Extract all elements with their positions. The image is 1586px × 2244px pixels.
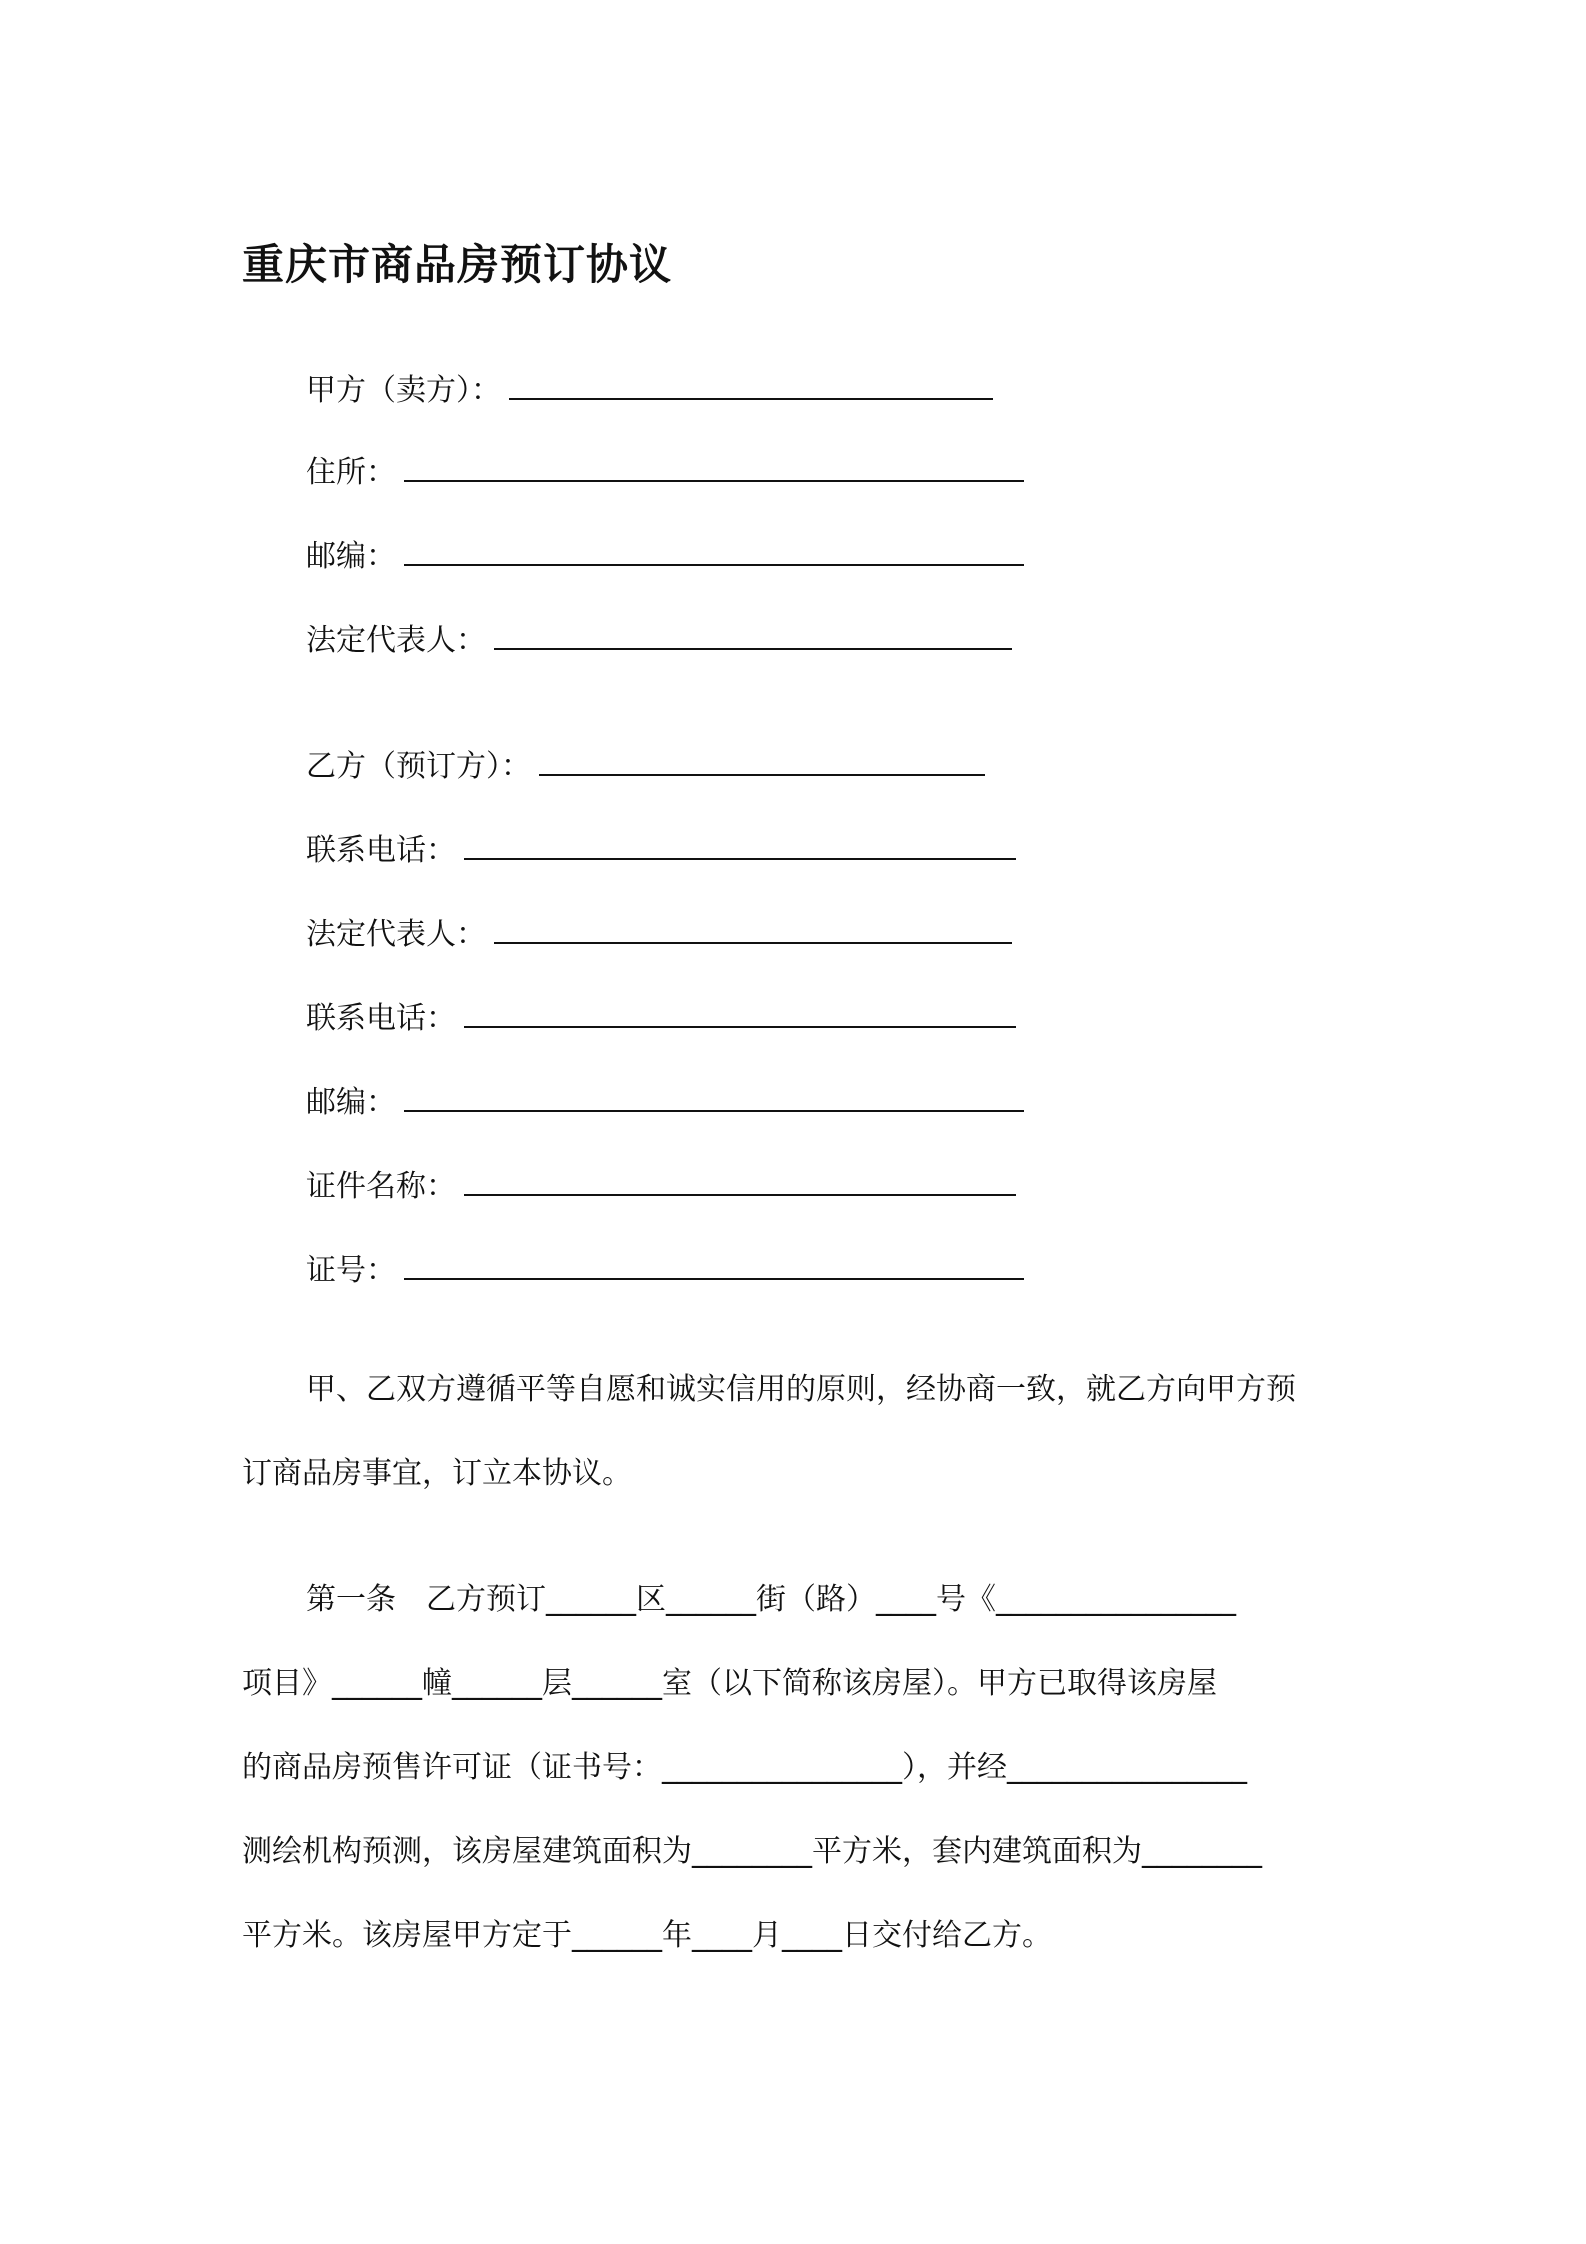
document-title: 重庆市商品房预订协议 bbox=[242, 240, 673, 289]
preamble-line-2: 订商品房事宜，订立本协议。 bbox=[242, 1456, 632, 1491]
seller-postcode-blank[interactable] bbox=[404, 536, 1024, 566]
buyer-phone2-blank[interactable] bbox=[464, 998, 1016, 1028]
address-label: 住所： bbox=[306, 455, 396, 490]
seller-legal-rep-field bbox=[306, 620, 1012, 661]
seller-postcode-label: 邮编： bbox=[306, 539, 396, 574]
buyer-label: 乙方（预订方）： bbox=[306, 749, 531, 784]
buyer-postcode-field bbox=[306, 1082, 1024, 1123]
buyer-legal-rep-field bbox=[306, 914, 1012, 955]
article1-line-3: 的商品房预售许可证（证书号：________________），并经________________ bbox=[242, 1750, 1247, 1785]
seller-legal-rep-blank[interactable] bbox=[494, 620, 1012, 650]
id-number-label: 证号： bbox=[306, 1253, 396, 1288]
seller-legal-rep-label: 法定代表人： bbox=[306, 623, 486, 658]
buyer-postcode-blank[interactable] bbox=[404, 1082, 1024, 1112]
address-blank[interactable] bbox=[404, 452, 1024, 482]
buyer-phone-field bbox=[306, 830, 1016, 871]
buyer-phone-label: 联系电话： bbox=[306, 833, 456, 868]
buyer-legal-rep-blank[interactable] bbox=[494, 914, 1012, 944]
article1-line-1: 第一条 乙方预订______区______街（路）____号《________________ bbox=[306, 1582, 1236, 1617]
seller-postcode-field bbox=[306, 536, 1024, 577]
id-name-label: 证件名称： bbox=[306, 1169, 456, 1204]
buyer-legal-rep-label: 法定代表人： bbox=[306, 917, 486, 952]
article1-line-5: 平方米。该房屋甲方定于______年____月____日交付给乙方。 bbox=[242, 1918, 1052, 1953]
seller-label: 甲方（卖方）： bbox=[306, 373, 501, 408]
id-number-field bbox=[306, 1250, 1024, 1291]
article1-line-2: 项目》______幢______层______室（以下简称该房屋）。甲方已取得该房屋 bbox=[242, 1666, 1217, 1701]
seller-field bbox=[306, 370, 993, 411]
address-field bbox=[306, 452, 1024, 493]
seller-blank[interactable] bbox=[509, 370, 993, 400]
buyer-phone-blank[interactable] bbox=[464, 830, 1016, 860]
id-name-blank[interactable] bbox=[464, 1166, 1016, 1196]
buyer-field bbox=[306, 746, 985, 787]
article1-line-4: 测绘机构预测，该房屋建筑面积为________平方米，套内建筑面积为________ bbox=[242, 1834, 1262, 1869]
buyer-blank[interactable] bbox=[539, 746, 985, 776]
buyer-phone2-label: 联系电话： bbox=[306, 1001, 456, 1036]
preamble-line-1: 甲、乙双方遵循平等自愿和诚实信用的原则，经协商一致，就乙方向甲方预 bbox=[306, 1372, 1296, 1407]
buyer-phone2-field bbox=[306, 998, 1016, 1039]
id-number-blank[interactable] bbox=[404, 1250, 1024, 1280]
id-name-field bbox=[306, 1166, 1016, 1207]
buyer-postcode-label: 邮编： bbox=[306, 1085, 396, 1120]
